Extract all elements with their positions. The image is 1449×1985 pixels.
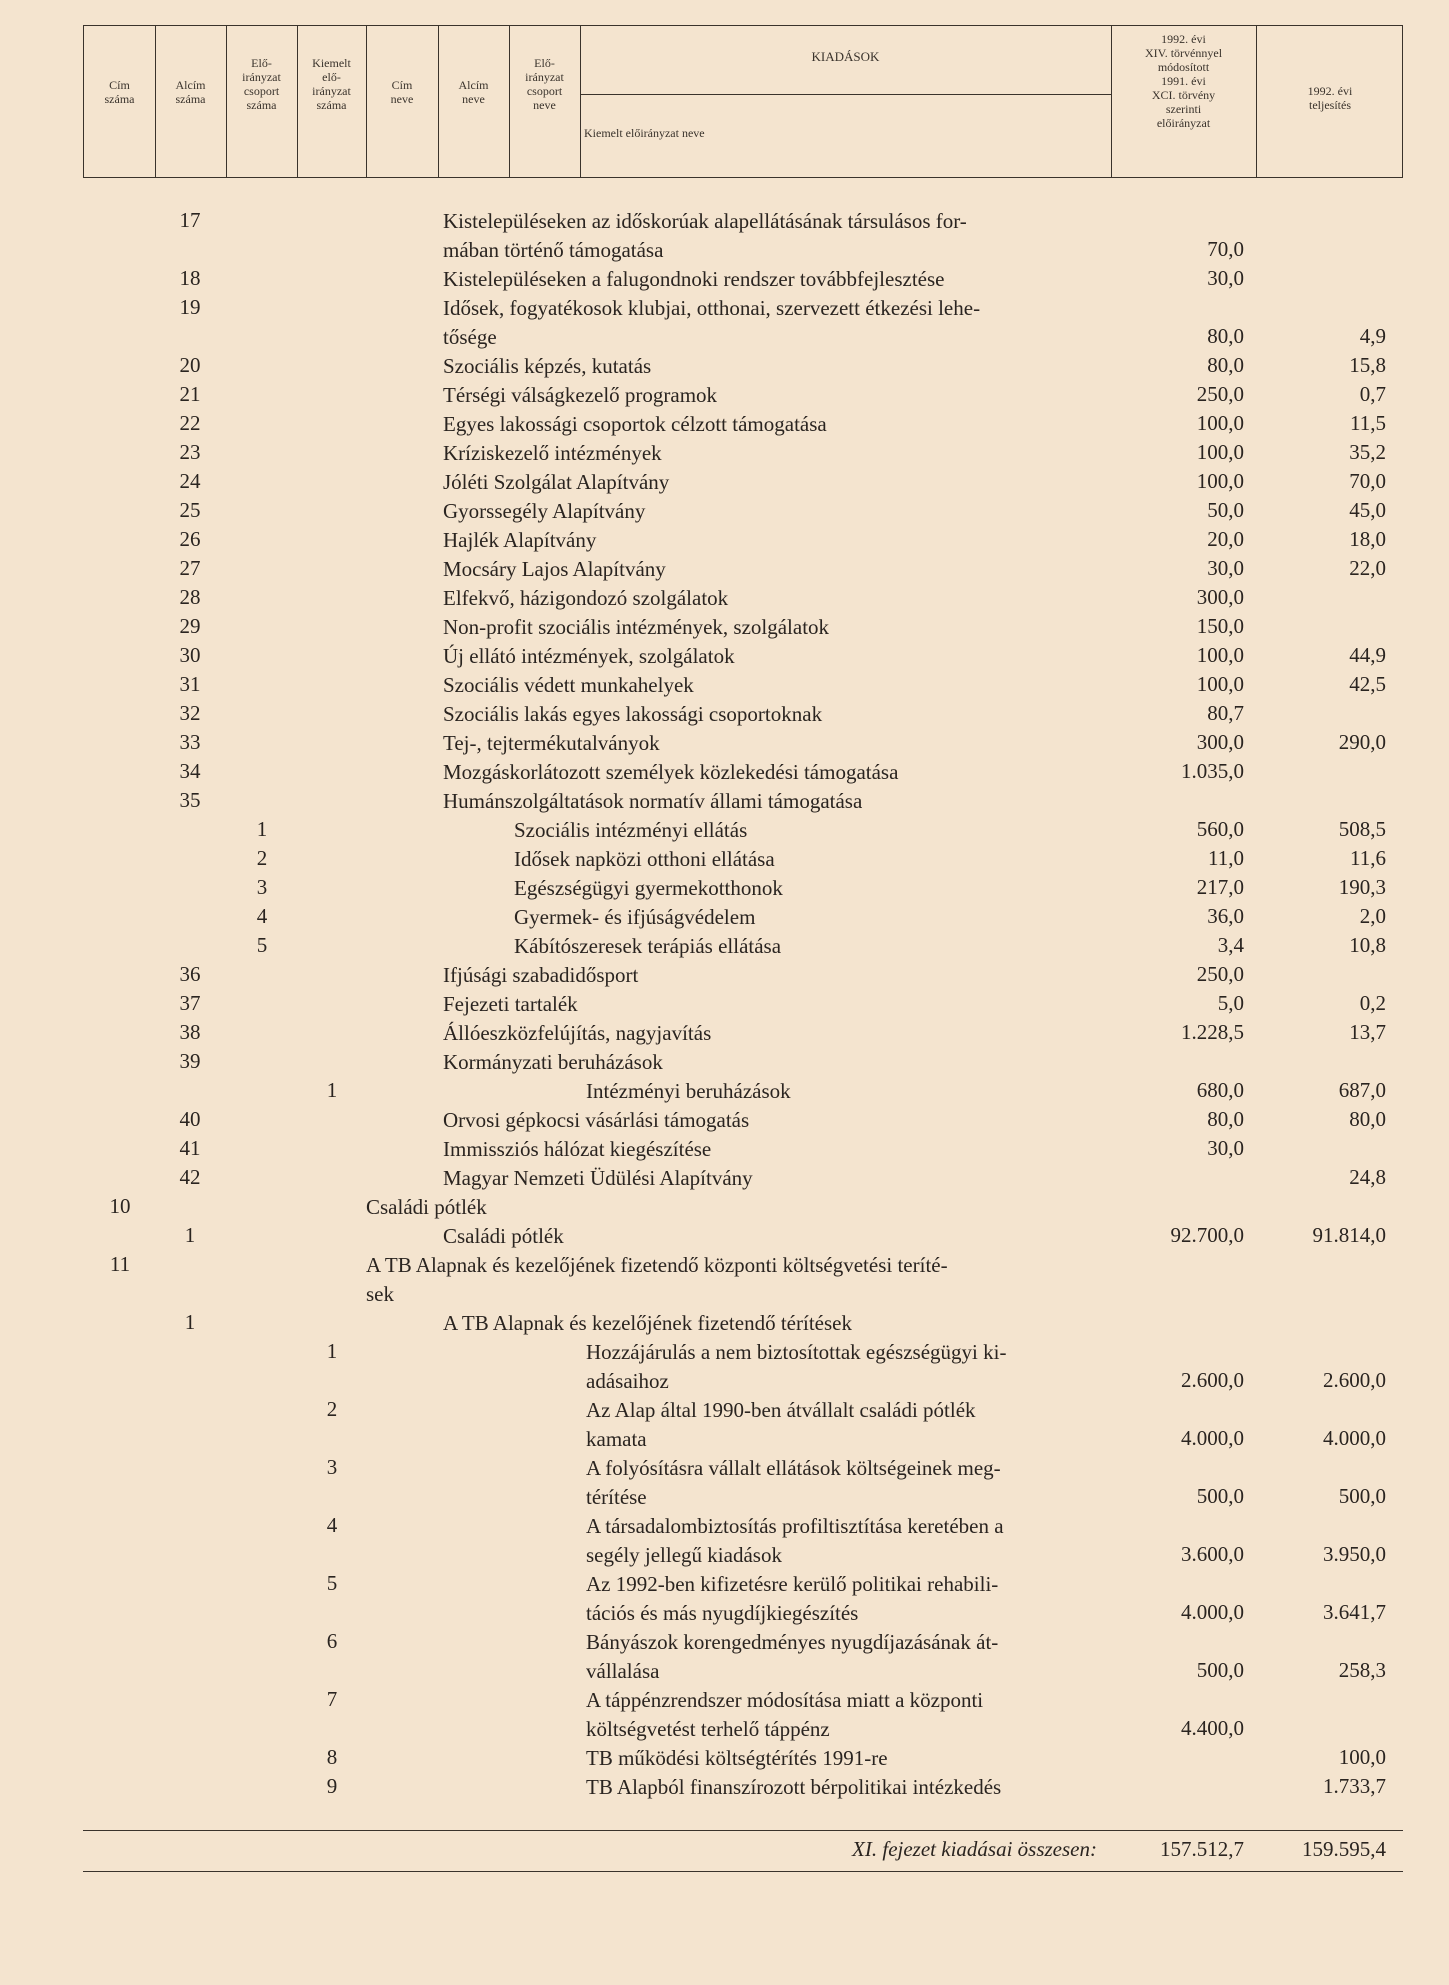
row-alcim-szama: 36 — [179, 962, 201, 986]
row-teljesites: 2,0 — [1359, 904, 1386, 928]
header-kiemelt-eloiranyzat-neve: Kiemelt előirányzat neve — [584, 126, 705, 140]
row-eloiranyzat: 100,0 — [1196, 440, 1244, 464]
row-teljesites: 2.600,0 — [1323, 1368, 1386, 1392]
row-teljesites: 35,2 — [1349, 440, 1386, 464]
row-teljesites: 91.814,0 — [1312, 1223, 1386, 1247]
row-teljesites: 80,0 — [1349, 1107, 1386, 1131]
row-teljesites: 508,5 — [1338, 817, 1386, 841]
row-kiemelt-szama: 5 — [326, 1571, 338, 1595]
row-teljesites: 190,3 — [1338, 875, 1386, 899]
row-kiemelt-szama: 1 — [326, 1078, 338, 1102]
row-eloiranyzat: 30,0 — [1207, 266, 1244, 290]
header-cim-szama: Cím száma — [104, 78, 135, 106]
row-teljesites: 11,5 — [1350, 411, 1386, 435]
row-description: Az 1992-ben kifizetésre kerülő politikai rehabili- tációs és más nyugdíjkiegészítés — [586, 1572, 999, 1625]
row-description: Bányászok korengedményes nyugdíjazásának át- vállalása — [586, 1630, 999, 1683]
row-description: Gyermek- és ifjúságvédelem — [514, 905, 756, 929]
row-teljesites: 258,3 — [1338, 1658, 1386, 1682]
row-alcim-szama: 27 — [179, 556, 201, 580]
row-eloiranyzat: 100,0 — [1196, 672, 1244, 696]
row-description: Szociális lakás egyes lakossági csoportoknak — [443, 702, 823, 726]
row-description: Orvosi gépkocsi vásárlási támogatás — [443, 1108, 750, 1132]
row-eloiranyzat: 4.000,0 — [1181, 1600, 1244, 1624]
row-alcim-szama: 31 — [179, 672, 201, 696]
row-description: TB Alapból finanszírozott bérpolitikai intézkedés — [586, 1775, 1002, 1799]
row-alcim-szama: 1 — [184, 1310, 196, 1334]
row-csoport-szama: 3 — [256, 875, 268, 899]
row-teljesites: 0,7 — [1359, 382, 1386, 406]
row-alcim-szama: 30 — [179, 643, 201, 667]
row-alcim-szama: 34 — [179, 759, 201, 783]
row-cim-szama: 10 — [109, 1194, 131, 1218]
row-alcim-szama: 29 — [179, 614, 201, 638]
row-kiemelt-szama: 3 — [326, 1455, 338, 1479]
row-cim-szama: 11 — [109, 1252, 131, 1276]
row-csoport-szama: 1 — [256, 817, 268, 841]
row-description: TB működési költségtérítés 1991-re — [586, 1746, 888, 1770]
row-alcim-szama: 40 — [179, 1107, 201, 1131]
row-description: Hajlék Alapítvány — [443, 528, 597, 552]
row-eloiranyzat: 20,0 — [1207, 527, 1244, 551]
row-eloiranyzat: 500,0 — [1196, 1484, 1244, 1508]
row-teljesites: 3.950,0 — [1323, 1542, 1386, 1566]
row-kiemelt-szama: 2 — [326, 1397, 338, 1421]
header-eloiranyzat-csoport-neve: Elő- irányzat csoport neve — [525, 56, 564, 112]
row-description: A TB Alapnak és kezelőjének fizetendő térítések — [443, 1311, 852, 1335]
row-description: A táppénzrendszer módosítása miatt a központi költségvetést terhelő táppénz — [586, 1688, 984, 1741]
row-teljesites: 22,0 — [1349, 556, 1386, 580]
row-eloiranyzat: 2.600,0 — [1181, 1368, 1244, 1392]
row-description: A folyósításra vállalt ellátások költségeinek meg- térítése — [586, 1456, 1001, 1509]
row-teljesites: 4.000,0 — [1323, 1426, 1386, 1450]
row-eloiranyzat: 3.600,0 — [1181, 1542, 1244, 1566]
row-description: Kistelepüléseken az időskorúak alapellátásának társulásos for- mában történő támogatása — [443, 209, 967, 262]
row-alcim-szama: 26 — [179, 527, 201, 551]
row-description: Kormányzati beruházások — [443, 1050, 663, 1074]
row-description: Családi pótlék — [366, 1195, 487, 1219]
row-description: Elfekvő, házigondozó szolgálatok — [443, 586, 729, 610]
row-alcim-szama: 20 — [179, 353, 201, 377]
row-description: Humánszolgáltatások normatív állami támogatása — [443, 789, 863, 813]
row-alcim-szama: 32 — [179, 701, 201, 725]
row-alcim-szama: 23 — [179, 440, 201, 464]
row-teljesites: 18,0 — [1349, 527, 1386, 551]
row-eloiranyzat: 80,0 — [1207, 1107, 1244, 1131]
row-csoport-szama: 2 — [256, 846, 268, 870]
row-description: Idősek napközi otthoni ellátása — [514, 847, 775, 871]
row-eloiranyzat: 5,0 — [1217, 991, 1244, 1015]
row-teljesites: 687,0 — [1338, 1078, 1386, 1102]
total-teljesites: 159.595,4 — [1302, 1837, 1386, 1861]
row-description: Tej-, tejtermékutalványok — [443, 731, 660, 755]
row-description: A társadalombiztosítás profiltisztítása keretében a segély jellegű kiadások — [586, 1514, 1004, 1567]
header-kiadasok: KIADÁSOK — [811, 49, 880, 64]
row-description: Hozzájárulás a nem biztosítottak egészségügyi ki- adásaihoz — [586, 1340, 1007, 1393]
total-label: XI. fejezet kiadásai összesen: — [852, 1837, 1097, 1861]
row-eloiranyzat: 100,0 — [1196, 469, 1244, 493]
row-alcim-szama: 41 — [179, 1136, 201, 1160]
row-eloiranyzat: 36,0 — [1207, 904, 1244, 928]
row-alcim-szama: 22 — [179, 411, 201, 435]
row-description: Kábítószeresek terápiás ellátása — [514, 934, 782, 958]
row-description: Egyes lakossági csoportok célzott támogatása — [443, 412, 827, 436]
row-eloiranyzat: 100,0 — [1196, 643, 1244, 667]
row-kiemelt-szama: 8 — [326, 1745, 338, 1769]
row-alcim-szama: 17 — [179, 208, 201, 232]
row-eloiranyzat: 217,0 — [1196, 875, 1244, 899]
row-description: Non-profit szociális intézmények, szolgálatok — [443, 615, 830, 639]
row-alcim-szama: 39 — [179, 1049, 201, 1073]
row-teljesites: 10,8 — [1349, 933, 1386, 957]
header-cim-neve: Cím neve — [390, 78, 414, 106]
row-teljesites: 70,0 — [1349, 469, 1386, 493]
row-teljesites: 100,0 — [1338, 1745, 1386, 1769]
row-description: Családi pótlék — [443, 1224, 564, 1248]
row-eloiranyzat: 70,0 — [1207, 237, 1244, 261]
row-teljesites: 1.733,7 — [1323, 1774, 1386, 1798]
row-alcim-szama: 24 — [179, 469, 201, 493]
row-teljesites: 15,8 — [1349, 353, 1386, 377]
header-teljesites-column: 1992. évi teljesítés — [1307, 84, 1353, 112]
header-kiemelt-eloiranyzat-szama: Kiemelt elő- irányzat száma — [312, 56, 351, 112]
row-eloiranyzat: 80,7 — [1207, 701, 1244, 725]
row-alcim-szama: 1 — [184, 1223, 196, 1247]
row-description: Fejezeti tartalék — [443, 992, 578, 1016]
row-teljesites: 42,5 — [1349, 672, 1386, 696]
row-eloiranyzat: 300,0 — [1196, 730, 1244, 754]
row-kiemelt-szama: 9 — [326, 1774, 338, 1798]
row-eloiranyzat: 80,0 — [1207, 353, 1244, 377]
row-alcim-szama: 37 — [179, 991, 201, 1015]
row-description: Kistelepüléseken a falugondnoki rendszer továbbfejlesztése — [443, 267, 945, 291]
row-description: Állóeszközfelújítás, nagyjavítás — [443, 1021, 712, 1045]
row-description: Szociális képzés, kutatás — [443, 354, 652, 378]
row-alcim-szama: 19 — [179, 295, 201, 319]
row-description: Térségi válságkezelő programok — [443, 383, 718, 407]
row-eloiranyzat: 500,0 — [1196, 1658, 1244, 1682]
row-eloiranyzat: 80,0 — [1207, 324, 1244, 348]
row-description: Mocsáry Lajos Alapítvány — [443, 557, 666, 581]
row-alcim-szama: 33 — [179, 730, 201, 754]
row-teljesites: 24,8 — [1349, 1165, 1386, 1189]
total-top-rule — [83, 1830, 1403, 1831]
row-teljesites: 44,9 — [1349, 643, 1386, 667]
header-alcim-szama: Alcím száma — [175, 78, 206, 106]
row-eloiranyzat: 11,0 — [1208, 846, 1244, 870]
row-teljesites: 11,6 — [1350, 846, 1386, 870]
row-eloiranyzat: 92.700,0 — [1170, 1223, 1244, 1247]
row-kiemelt-szama: 1 — [326, 1339, 338, 1363]
table-header — [83, 25, 1403, 178]
row-kiemelt-szama: 7 — [326, 1687, 338, 1711]
total-eloiranyzat: 157.512,7 — [1160, 1837, 1244, 1861]
row-eloiranyzat: 50,0 — [1207, 498, 1244, 522]
row-teljesites: 45,0 — [1349, 498, 1386, 522]
header-eloiranyzat-column: 1992. évi XIV. törvénnyel módosított 1991. évi XCI. törvény szerinti előirányzat — [1144, 32, 1223, 130]
row-description: Az Alap által 1990-ben átvállalt családi pótlék kamata — [586, 1398, 976, 1451]
row-teljesites: 13,7 — [1349, 1020, 1386, 1044]
row-eloiranyzat: 1.035,0 — [1181, 759, 1244, 783]
row-eloiranyzat: 30,0 — [1207, 1136, 1244, 1160]
row-description: Immissziós hálózat kiegészítése — [443, 1137, 712, 1161]
row-eloiranyzat: 4.000,0 — [1181, 1426, 1244, 1450]
row-description: Ifjúsági szabadidősport — [443, 963, 639, 987]
row-eloiranyzat: 3,4 — [1217, 933, 1244, 957]
row-eloiranyzat: 4.400,0 — [1181, 1716, 1244, 1740]
row-teljesites: 290,0 — [1338, 730, 1386, 754]
row-alcim-szama: 38 — [179, 1020, 201, 1044]
row-alcim-szama: 35 — [179, 788, 201, 812]
row-description: Intézményi beruházások — [586, 1079, 791, 1103]
row-eloiranyzat: 250,0 — [1196, 382, 1244, 406]
row-description: Jóléti Szolgálat Alapítvány — [443, 470, 670, 494]
row-eloiranyzat: 300,0 — [1196, 585, 1244, 609]
row-csoport-szama: 5 — [256, 933, 268, 957]
row-description: Idősek, fogyatékosok klubjai, otthonai, szervezett étkezési lehe- tősége — [443, 296, 981, 349]
row-csoport-szama: 4 — [256, 904, 268, 928]
header-eloiranyzat-csoport-szama: Elő- irányzat csoport száma — [242, 56, 281, 112]
row-eloiranyzat: 250,0 — [1196, 962, 1244, 986]
row-kiemelt-szama: 4 — [326, 1513, 338, 1537]
total-bottom-rule — [83, 1871, 1403, 1872]
header-alcim-neve: Alcím neve — [458, 78, 489, 106]
row-description: Gyorssegély Alapítvány — [443, 499, 646, 523]
row-eloiranyzat: 1.228,5 — [1181, 1020, 1244, 1044]
row-description: Új ellátó intézmények, szolgálatok — [443, 644, 735, 668]
row-eloiranyzat: 560,0 — [1196, 817, 1244, 841]
row-alcim-szama: 28 — [179, 585, 201, 609]
row-description: Szociális védett munkahelyek — [443, 673, 694, 697]
row-kiemelt-szama: 6 — [326, 1629, 338, 1653]
row-description: A TB Alapnak és kezelőjének fizetendő központi költségvetési teríté- sek — [366, 1253, 948, 1306]
row-alcim-szama: 21 — [179, 382, 201, 406]
row-description: Magyar Nemzeti Üdülési Alapítvány — [443, 1166, 753, 1190]
row-teljesites: 4,9 — [1359, 324, 1386, 348]
row-eloiranyzat: 100,0 — [1196, 411, 1244, 435]
row-description: Egészségügyi gyermekotthonok — [514, 876, 783, 900]
row-teljesites: 3.641,7 — [1323, 1600, 1386, 1624]
row-description: Kríziskezelő intézmények — [443, 441, 662, 465]
row-description: Szociális intézményi ellátás — [514, 818, 748, 842]
row-eloiranyzat: 30,0 — [1207, 556, 1244, 580]
row-teljesites: 500,0 — [1338, 1484, 1386, 1508]
row-teljesites: 0,2 — [1359, 991, 1386, 1015]
row-alcim-szama: 25 — [179, 498, 201, 522]
row-eloiranyzat: 150,0 — [1196, 614, 1244, 638]
row-eloiranyzat: 680,0 — [1196, 1078, 1244, 1102]
row-description: Mozgáskorlátozott személyek közlekedési támogatása — [443, 760, 899, 784]
row-alcim-szama: 42 — [179, 1165, 201, 1189]
row-alcim-szama: 18 — [179, 266, 201, 290]
